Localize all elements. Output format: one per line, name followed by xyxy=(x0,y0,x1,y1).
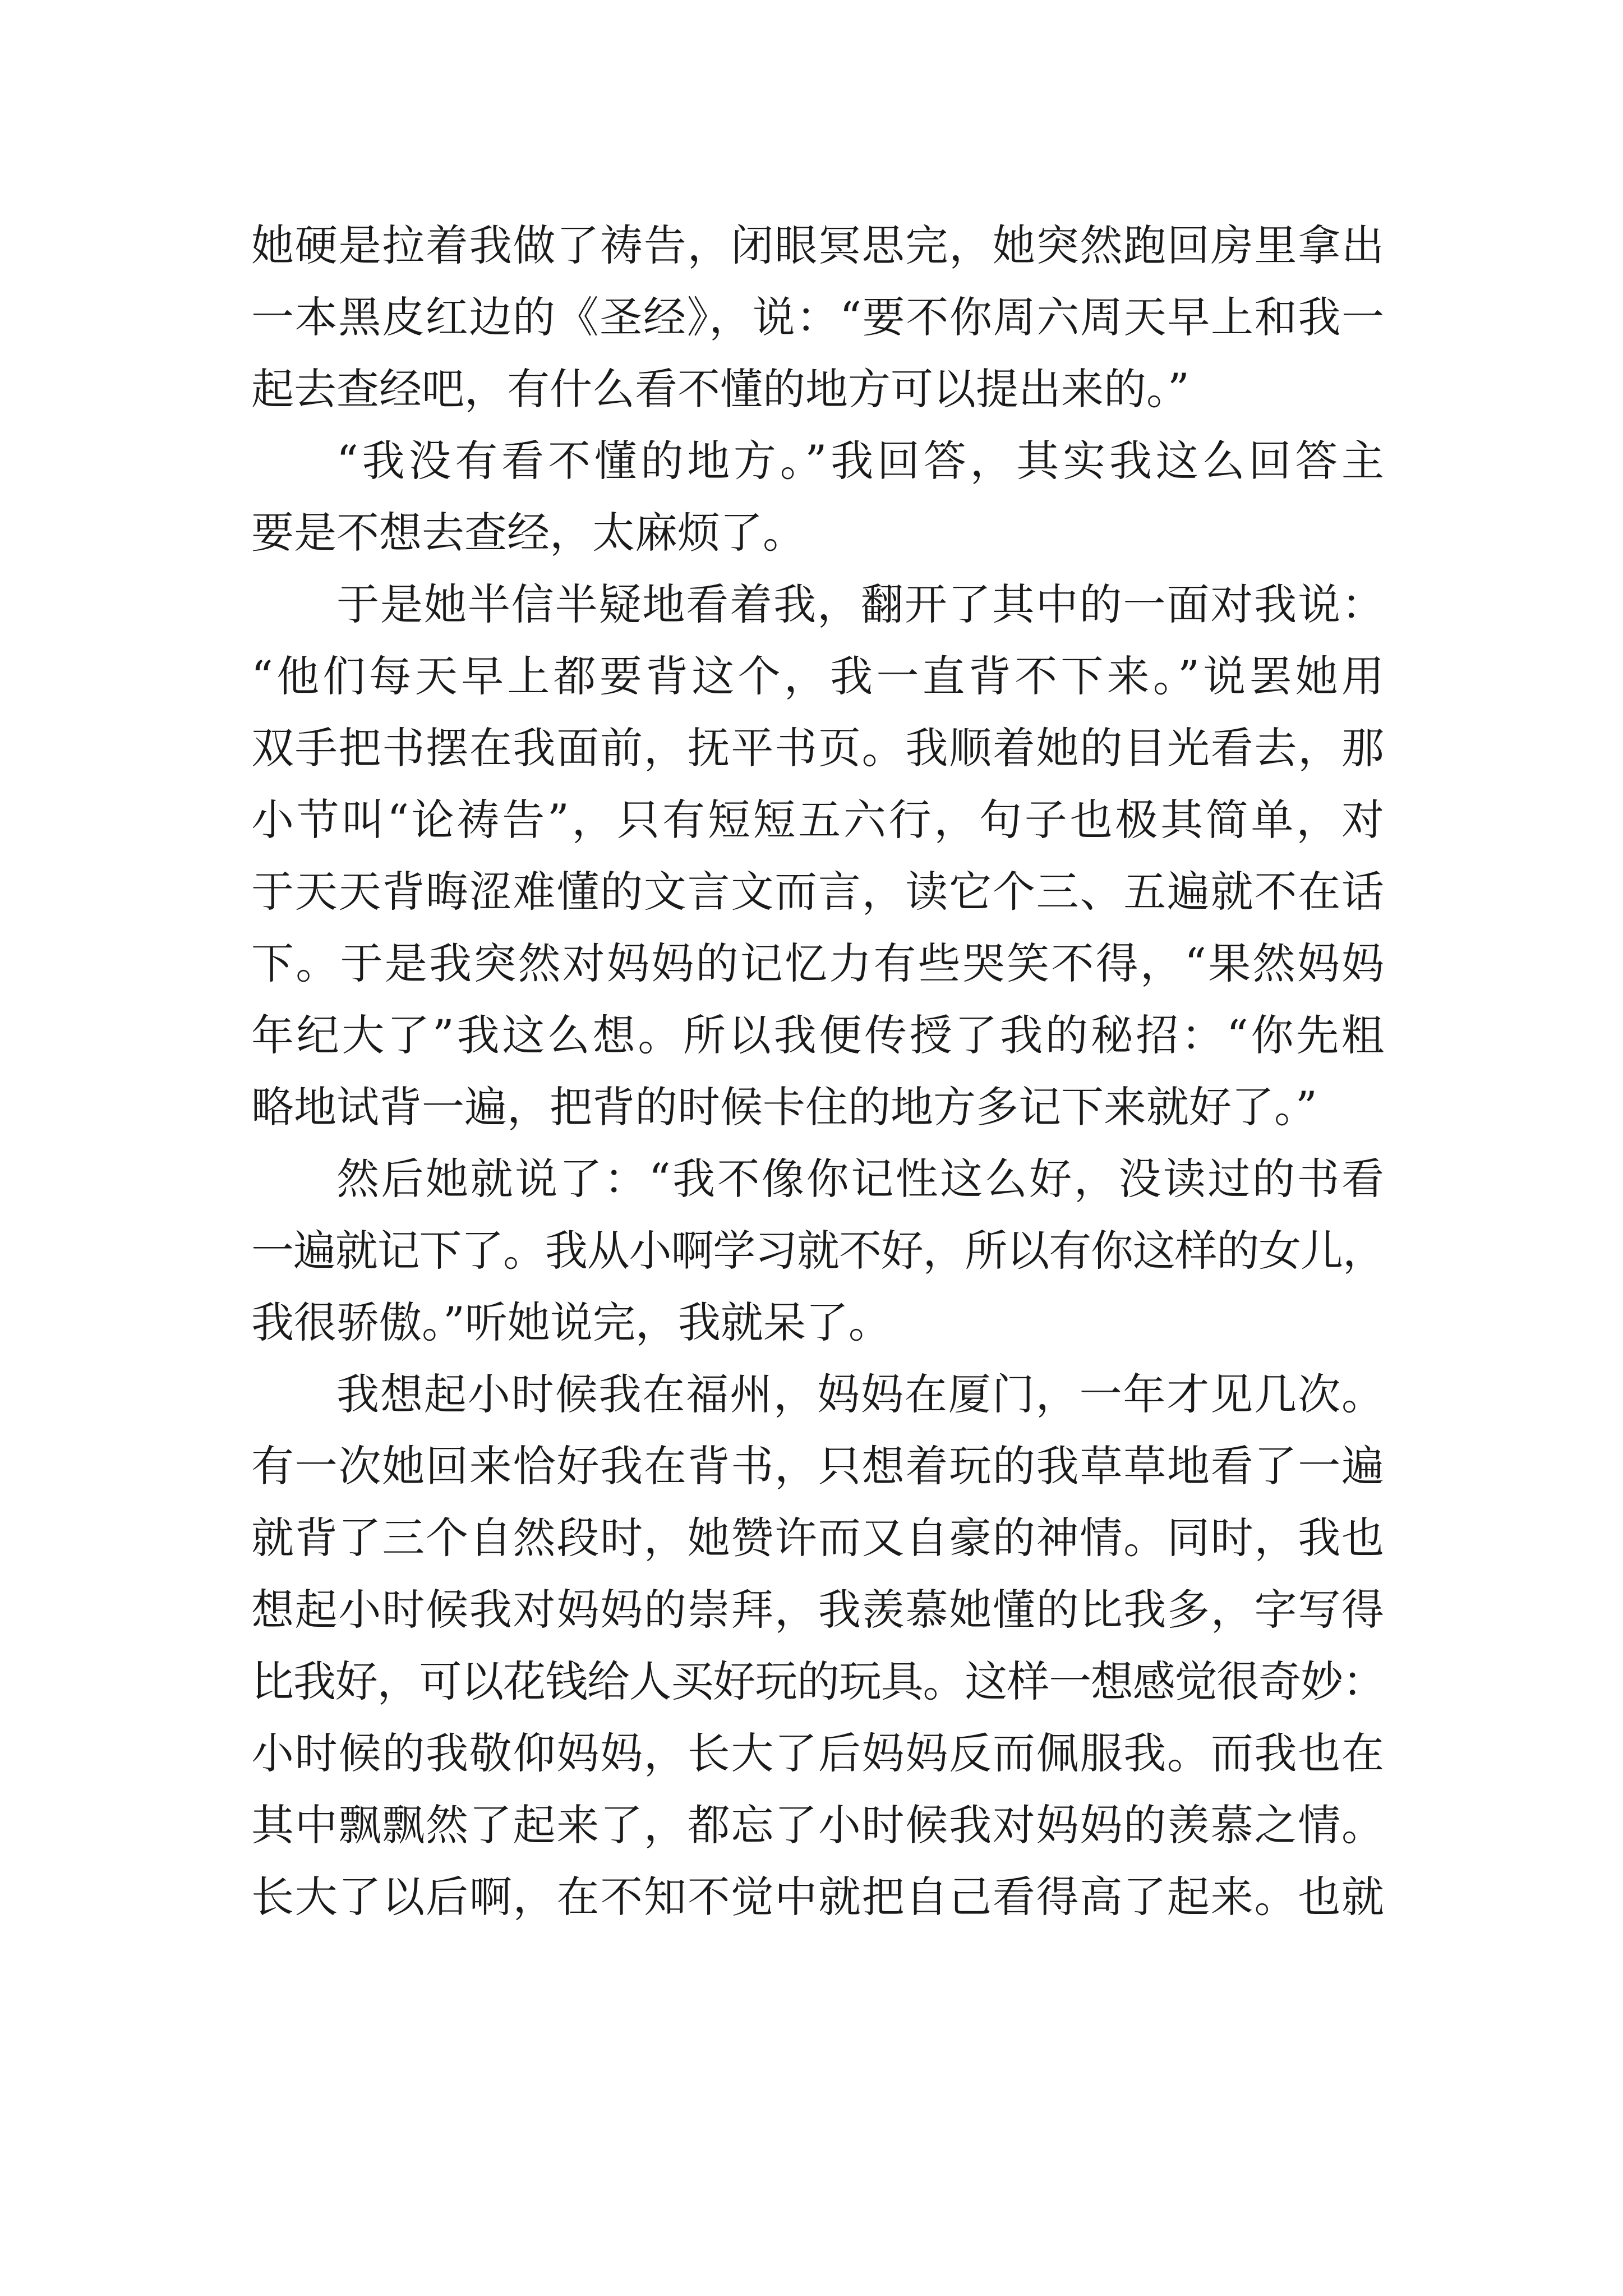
text-line: 其中飘飘然了起来了，都忘了小时候我对妈妈的羡慕之情。 xyxy=(251,1800,1384,1850)
text-line: “他们每天早上都要背这个，我一直背不下来。”说罢她用 xyxy=(251,651,1384,701)
paragraph-3 xyxy=(251,569,1384,1143)
text-line: 略地试背一遍，把背的时候卡住的地方多记下来就好了。” xyxy=(251,1082,1317,1132)
text-line: 于是她半信半疑地看着我，翻开了其中的一面对我说： xyxy=(336,579,1384,629)
text-line: 于天天背晦涩难懂的文言文而言，读它个三、五遍就不在话 xyxy=(251,867,1384,917)
text-line: 比我好，可以花钱给人买好玩的玩具。这样一想感觉很奇妙： xyxy=(251,1657,1384,1706)
text-line: 我很骄傲。”听她说完，我就呆了。 xyxy=(251,1297,891,1347)
text-line: 要是不想去查经，太麻烦了。 xyxy=(251,508,805,558)
text-line: “我没有看不懂的地方。”我回答，其实我这么回答主 xyxy=(336,436,1384,486)
text-line: 她硬是拉着我做了祷告，闭眼冥思完，她突然跑回房里拿出 xyxy=(251,220,1384,270)
text-line: 就背了三个自然段时，她赞许而又自豪的神情。同时，我也 xyxy=(251,1513,1384,1563)
text-line: 双手把书摆在我面前，抚平书页。我顺着她的目光看去，那 xyxy=(251,723,1384,773)
text-line: 小时候的我敬仰妈妈，长大了后妈妈反而佩服我。而我也在 xyxy=(251,1728,1384,1778)
text-line: 年纪大了”我这么想。所以我便传授了我的秘招：“你先粗 xyxy=(251,1010,1384,1060)
paragraph-1 xyxy=(251,210,1384,425)
text-line: 长大了以后啊，在不知不觉中就把自己看得高了起来。也就 xyxy=(251,1872,1384,1922)
paragraph-5 xyxy=(251,1359,1384,1933)
text-line: 一本黑皮红边的《圣经》，说：“要不你周六周天早上和我一 xyxy=(251,292,1384,342)
text-line: 有一次她回来恰好我在背书，只想着玩的我草草地看了一遍 xyxy=(251,1441,1384,1491)
text-line: 起去查经吧，有什么看不懂的地方可以提出来的。” xyxy=(251,364,1189,414)
text-line: 我想起小时候我在福州，妈妈在厦门，一年才见几次。 xyxy=(336,1369,1384,1419)
text-line: 一遍就记下了。我从小啊学习就不好，所以有你这样的女儿， xyxy=(251,1226,1384,1276)
text-line: 然后她就说了：“我不像你记性这么好，没读过的书看 xyxy=(336,1154,1384,1204)
text-line: 小节叫“论祷告”，只有短短五六行，句子也极其简单，对 xyxy=(251,795,1384,845)
paragraph-2 xyxy=(251,425,1384,569)
paragraph-4 xyxy=(251,1143,1384,1359)
body-text xyxy=(251,210,1384,1933)
text-line: 想起小时候我对妈妈的崇拜，我羡慕她懂的比我多，字写得 xyxy=(251,1585,1384,1635)
text-line: 下。于是我突然对妈妈的记忆力有些哭笑不得，“果然妈妈 xyxy=(251,938,1384,988)
